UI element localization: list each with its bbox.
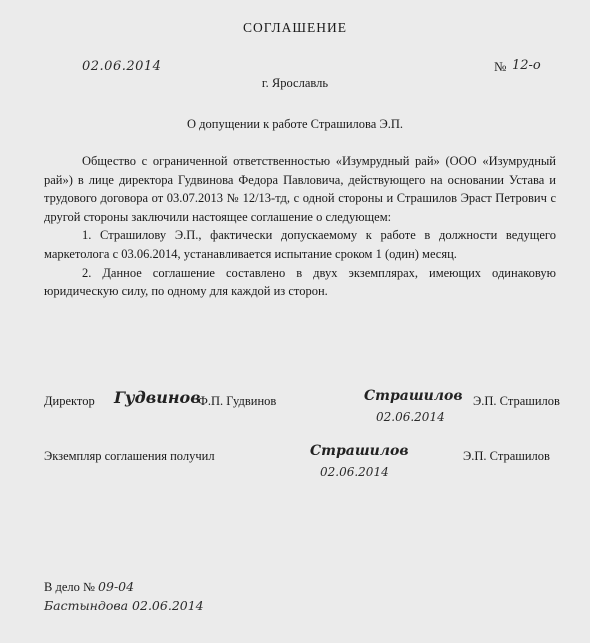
copy-received-name: Э.П. Страшилов xyxy=(463,449,550,463)
director-label: Директор xyxy=(44,394,95,408)
document-body xyxy=(44,152,556,301)
filing-line xyxy=(44,579,134,595)
file-number: 09-04 xyxy=(98,579,135,594)
clerk-note: Бастындова 02.06.2014 xyxy=(44,598,204,613)
copy-received-date: 02.06.2014 xyxy=(320,465,389,479)
employee-sign-date: 02.06.2014 xyxy=(376,410,445,424)
copy-received-signature: Страшилов xyxy=(310,443,409,459)
director-signature: Гудвинов xyxy=(114,388,201,407)
copy-received-label: Экземпляр соглашения получил xyxy=(44,449,215,463)
body-paragraph-item-1: 1. Страшилову Э.П., фактически допускаемому к работе в должности ведущего маркетолога с 03.06.2014, устанавливается испытание сроком 1 (один) месяц. xyxy=(44,228,556,261)
document-number-label: № xyxy=(494,59,507,74)
document-title: СОГЛАШЕНИЕ xyxy=(242,20,348,35)
director-name: Ф.П. Гудвинов xyxy=(198,394,277,408)
body-paragraph-intro: Общество с ограниченной ответственностью «Изумрудный рай» (ООО «Изумрудный рай») в лице директора Гудвинова Федора Павловича, действующего на основании Устава и трудового договора от 03.07.2013 № 12/13-тд, с одной стороны и Страшилов Эраст Петрович с другой стороны заключили настоящее соглашение о следующем: xyxy=(44,154,556,224)
employee-signature: Страшилов xyxy=(364,388,463,404)
to-file-label: В дело № xyxy=(44,580,95,594)
document-city: г. Ярославль xyxy=(261,76,329,90)
body-paragraph-item-2: 2. Данное соглашение составлено в двух экземплярах, имеющих одинаковую юридическую силу, по одному для каждой из сторон. xyxy=(44,265,556,299)
employee-name: Э.П. Страшилов xyxy=(473,394,560,408)
document-number-handwritten: 12-о xyxy=(512,58,541,73)
document-date-handwritten: 02.06.2014 xyxy=(82,59,162,74)
document-subject: О допущении к работе Страшилова Э.П. xyxy=(187,117,403,131)
